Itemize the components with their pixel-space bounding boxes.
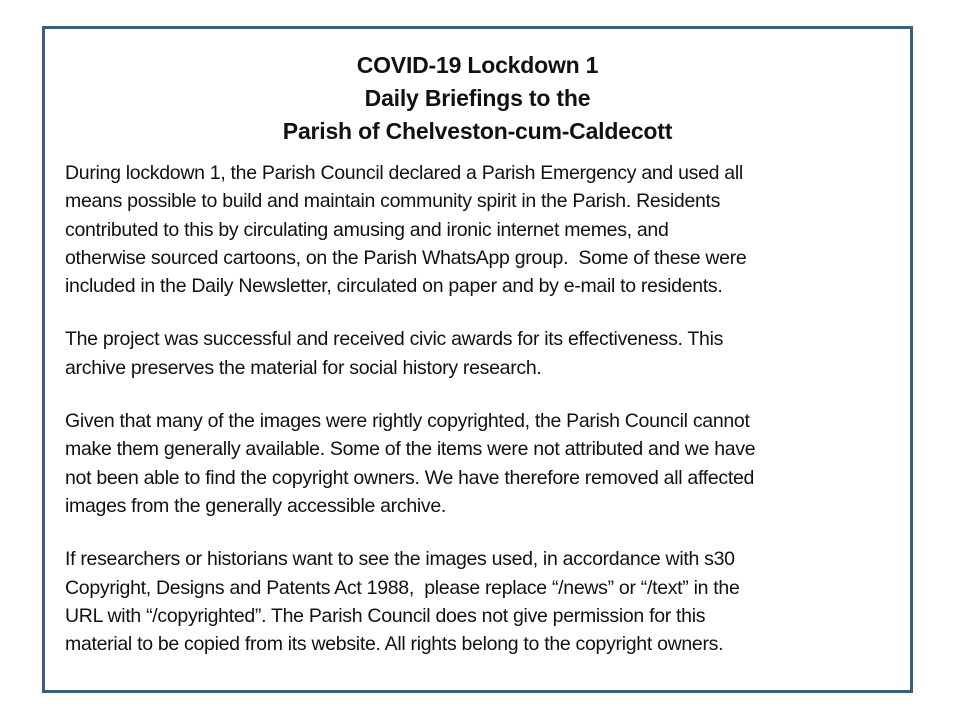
paragraph-line: The project was successful and received civic awards for its effectiveness. This [65, 328, 724, 351]
paragraph-line: means possible to build and maintain community spirit in the Parish. Residents [65, 190, 721, 213]
paragraph-line: Given that many of the images were rightly copyrighted, the Parish Council cannot [65, 410, 750, 433]
paragraph-intro [65, 159, 892, 300]
title-line: COVID-19 Lockdown 1 [356, 52, 599, 78]
paragraph-line: make them generally available. Some of the items were not attributed and we have [65, 438, 756, 461]
slide-border [42, 26, 913, 693]
slide-title [45, 49, 910, 148]
paragraph-line: Copyright, Designs and Patents Act 1988, please replace “/news” or “/text” in the [65, 576, 740, 599]
paragraph-line: During lockdown 1, the Parish Council declared a Parish Emergency and used all [65, 162, 743, 184]
paragraph-researchers [65, 545, 892, 658]
title-line: Parish of Chelveston-cum-Caldecott [282, 118, 673, 144]
paragraph-line: contributed to this by circulating amusing and ironic internet memes, and [65, 218, 669, 241]
paragraph-project [65, 325, 892, 382]
paragraph-line: images from the generally accessible archive. [65, 494, 447, 517]
slide-body [65, 159, 892, 658]
paragraph-line: URL with “/copyrighted”. The Parish Council does not give permission for this [65, 604, 706, 627]
paragraph-line: material to be copied from its website. All rights belong to the copyright owners. [65, 633, 724, 656]
title-line: Daily Briefings to the [364, 85, 591, 111]
paragraph-line: otherwise sourced cartoons, on the Parish WhatsApp group. Some of these were [65, 246, 747, 269]
paragraph-line: not been able to find the copyright owners. We have therefore removed all affected [65, 466, 755, 489]
paragraph-line: included in the Daily Newsletter, circulated on paper and by e-mail to residents. [65, 275, 723, 298]
paragraph-line: If researchers or historians want to see the images used, in accordance with s30 [65, 548, 735, 571]
paragraph-copyright [65, 407, 892, 520]
paragraph-line: archive preserves the material for social history research. [65, 356, 542, 379]
